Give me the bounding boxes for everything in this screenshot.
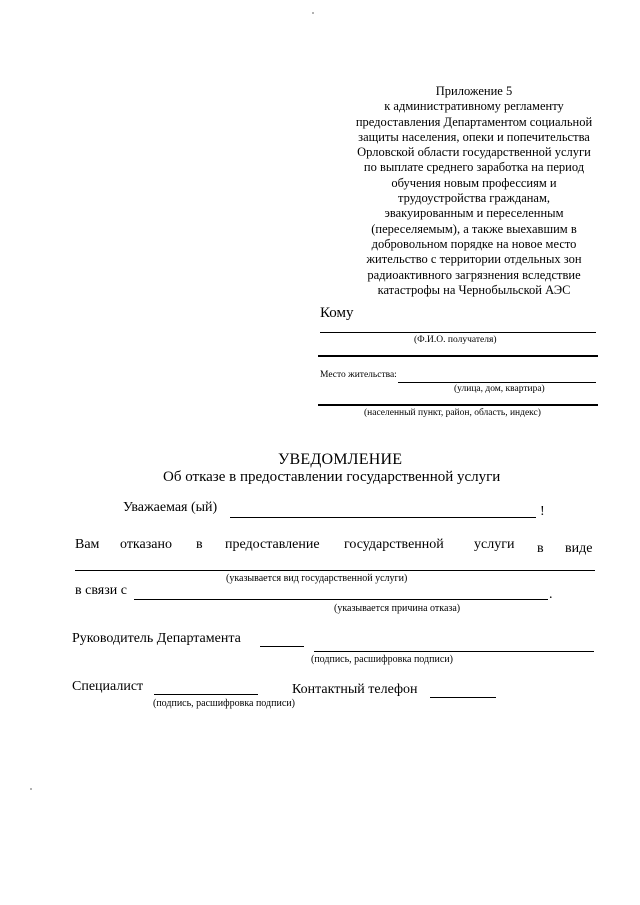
annex-line: к административному регламенту <box>384 99 564 114</box>
annex-line: катастрофы на Чернобыльской АЭС <box>377 282 571 297</box>
refusal-word: государственной <box>344 537 444 552</box>
residence-locality-line[interactable] <box>318 404 598 406</box>
annex-line: жительство с территории отдельных зон <box>366 252 582 267</box>
salutation-exclamation: ! <box>540 504 545 519</box>
salutation-name-line[interactable] <box>230 517 536 518</box>
head-signature-short-line[interactable] <box>260 646 304 647</box>
reason-end: . <box>549 587 553 602</box>
recipient-name-line-2[interactable] <box>318 355 598 357</box>
refusal-word: отказано <box>120 537 172 552</box>
residence-label: Место жительства: <box>320 370 397 380</box>
annex-line: добровольном порядке на новое место <box>371 236 577 251</box>
refusal-word: в <box>196 537 203 552</box>
head-caption: (подпись, расшифровка подписи) <box>311 654 453 665</box>
refusal-word: виде <box>565 541 593 556</box>
notice-subtitle: Об отказе в предоставлении государственной услуги <box>163 469 501 485</box>
annex-line: обучения новым профессиям и <box>391 175 557 190</box>
annex-line: по выплате среднего заработка на период <box>363 160 585 175</box>
annex-line: Приложение 5 <box>435 84 513 98</box>
specialist-label: Специалист <box>72 679 144 694</box>
locality-caption: (населенный пункт, район, область, индекс) <box>364 408 541 418</box>
recipient-to-label: Кому <box>320 305 354 321</box>
refusal-word: в <box>537 541 544 556</box>
annex-line: трудоустройства гражданам, <box>397 191 551 206</box>
notice-title: УВЕДОМЛЕНИЕ <box>278 451 403 468</box>
reason-label: в связи с <box>75 583 127 598</box>
reason-caption: (указывается причина отказа) <box>334 603 461 614</box>
refusal-word: услуги <box>474 537 515 552</box>
address-caption: (улица, дом, квартира) <box>454 384 545 394</box>
specialist-caption: (подпись, расшифровка подписи) <box>153 698 295 709</box>
phone-line[interactable] <box>430 697 496 698</box>
phone-label: Контактный телефон <box>292 682 418 697</box>
scan-speck <box>30 788 32 790</box>
annex-line: (переселяемым), а также выехавшим в <box>371 221 577 236</box>
residence-address-line[interactable] <box>398 382 596 383</box>
annex-line: эвакуированным и переселенным <box>384 206 564 221</box>
recipient-name-line[interactable] <box>320 332 596 333</box>
head-signature-line[interactable] <box>314 651 594 652</box>
specialist-signature-line[interactable] <box>154 694 258 695</box>
annex-block <box>340 84 608 298</box>
scan-speck <box>312 12 314 14</box>
refusal-word: Вам <box>75 537 100 552</box>
refusal-word: предоставление <box>225 537 320 552</box>
recipient-name-caption: (Ф.И.О. получателя) <box>414 335 497 345</box>
salutation-label: Уважаемая (ый) <box>123 500 218 515</box>
service-type-caption: (указывается вид государственной услуги) <box>226 573 408 584</box>
annex-line: радиоактивного загрязнения вследствие <box>367 267 581 282</box>
annex-line: Орловской области государственной услуги <box>357 145 591 160</box>
annex-line: предоставления Департаментом социальной <box>355 114 593 129</box>
head-label: Руководитель Департамента <box>72 631 241 646</box>
reason-line[interactable] <box>134 599 548 600</box>
annex-line: защиты населения, опеки и попечительства <box>358 129 590 144</box>
service-type-line[interactable] <box>75 570 595 571</box>
